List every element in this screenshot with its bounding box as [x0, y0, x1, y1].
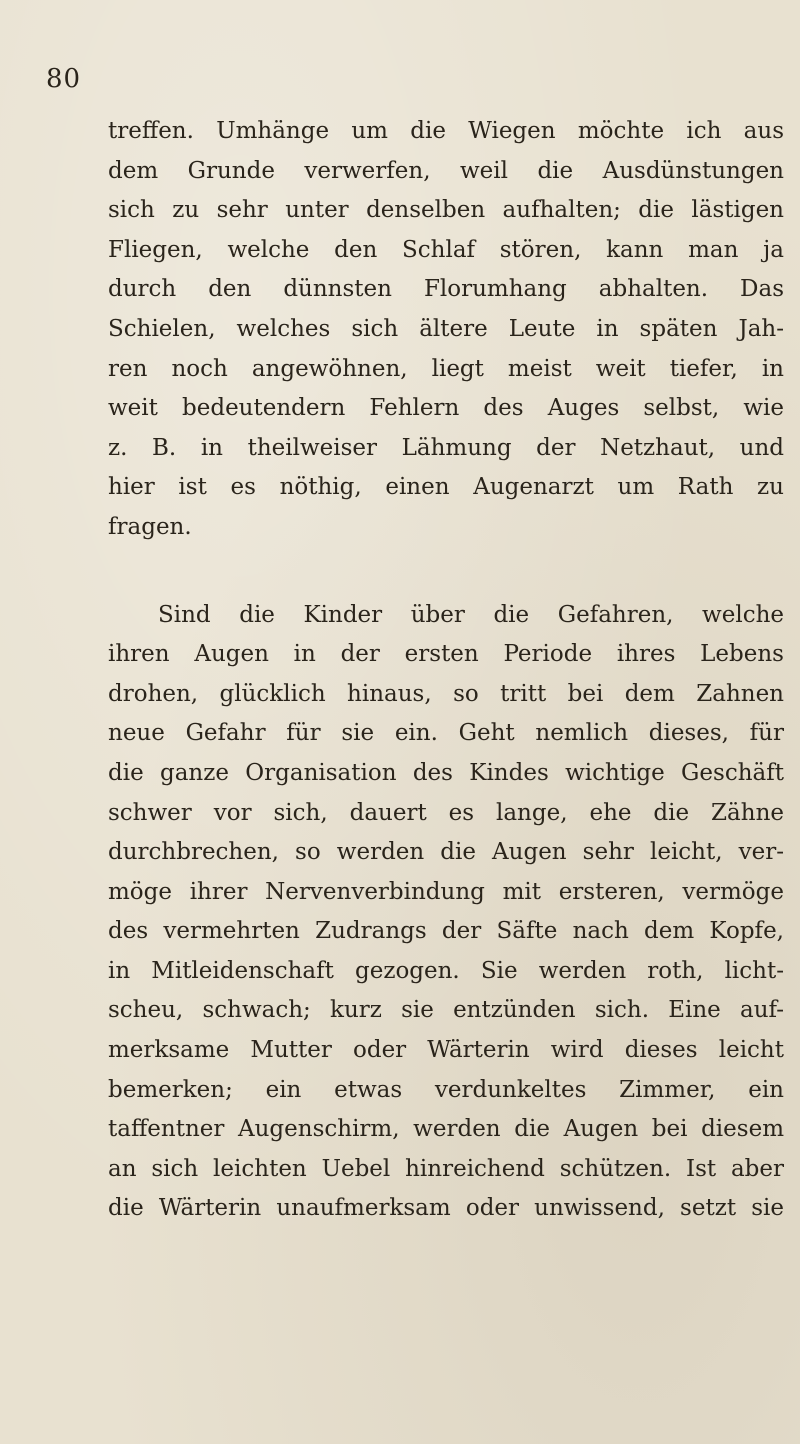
text-line: hier ist es nöthig, einen Augenarzt um Rath zu	[108, 474, 784, 501]
text-line: durchbrechen, so werden die Augen sehr leicht, ver-	[108, 839, 784, 866]
body-text	[108, 112, 784, 1229]
text-line: möge ihrer Nervenverbindung mit ersteren, vermöge	[108, 878, 784, 905]
page-number: 80	[46, 64, 82, 94]
text-line: Fliegen, welche den Schlaf stören, kann man ja	[108, 236, 784, 263]
text-line: schwer vor sich, dauert es lange, ehe die Zähne	[108, 799, 784, 826]
paragraph-1	[108, 112, 784, 548]
text-line: drohen, glücklich hinaus, so tritt bei dem Zahnen	[108, 680, 784, 707]
text-line: merksame Mutter oder Wärterin wird dieses leicht	[108, 1037, 784, 1064]
text-line: treffen. Umhänge um die Wiegen möchte ich aus	[108, 118, 784, 144]
text-line: sich zu sehr unter denselben aufhalten; die lästigen	[108, 197, 784, 224]
text-line: taffentner Augenschirm, werden die Augen bei diesem	[108, 1116, 784, 1143]
text-line: durch den dünnsten Florumhang abhalten. Das	[108, 276, 784, 303]
text-line: in Mitleidenschaft gezogen. Sie werden roth, licht-	[108, 957, 784, 984]
paragraph-2	[108, 596, 784, 1230]
text-line: z. B. in theilweiser Lähmung der Netzhaut, und	[108, 434, 784, 461]
paragraph-gap	[108, 548, 784, 596]
text-line: scheu, schwach; kurz sie entzünden sich. Eine auf-	[108, 997, 784, 1024]
text-line: Sind die Kinder über die Gefahren, welche	[158, 601, 784, 628]
text-line: an sich leichten Uebel hinreichend schützen. Ist aber	[108, 1155, 784, 1182]
text-line: neue Gefahr für sie ein. Geht nemlich dieses, für	[108, 720, 784, 747]
text-line: die ganze Organisation des Kindes wichtige Geschäft	[108, 759, 784, 786]
text-line: ren noch angewöhnen, liegt meist weit tiefer, in	[108, 355, 784, 382]
text-line: bemerken; ein etwas verdunkeltes Zimmer, ein	[108, 1076, 784, 1103]
text-line: fragen.	[108, 513, 192, 540]
text-line: die Wärterin unaufmerksam oder unwissend, setzt sie	[108, 1195, 784, 1222]
text-line: dem Grunde verwerfen, weil die Ausdünstungen	[108, 157, 784, 184]
text-line: ihren Augen in der ersten Periode ihres Lebens	[108, 641, 784, 668]
text-line: Schielen, welches sich ältere Leute in späten Jah-	[108, 315, 784, 342]
text-line: weit bedeutendern Fehlern des Auges selbst, wie	[108, 395, 784, 422]
text-line: des vermehrten Zudrangs der Säfte nach dem Kopfe,	[108, 918, 784, 945]
